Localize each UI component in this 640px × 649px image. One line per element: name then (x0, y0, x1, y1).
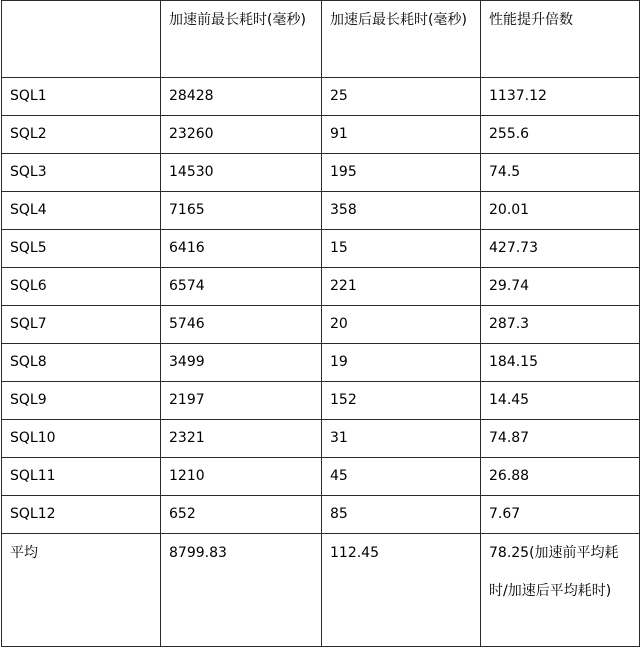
row-label: SQL4 (2, 192, 161, 230)
row-label: SQL2 (2, 116, 161, 154)
row-label: SQL6 (2, 268, 161, 306)
table-row (2, 78, 640, 116)
speedup-cell: 74.5 (481, 154, 640, 192)
after-time-cell: 91 (322, 116, 481, 154)
row-label: SQL7 (2, 306, 161, 344)
before-time-cell: 1210 (161, 458, 322, 496)
speedup-cell: 1137.12 (481, 78, 640, 116)
after-time-cell: 221 (322, 268, 481, 306)
table-row (2, 154, 640, 192)
speedup-cell: 29.74 (481, 268, 640, 306)
average-speedup-cell: 78.25(加速前平均耗时/加速后平均耗时) (481, 534, 640, 647)
after-time-cell: 19 (322, 344, 481, 382)
before-time-cell: 652 (161, 496, 322, 534)
after-time-cell: 85 (322, 496, 481, 534)
row-label: SQL9 (2, 382, 161, 420)
table-row (2, 382, 640, 420)
header-cell-empty (2, 1, 161, 78)
average-after-time-cell: 112.45 (322, 534, 481, 647)
after-time-cell: 358 (322, 192, 481, 230)
before-time-cell: 23260 (161, 116, 322, 154)
before-time-cell: 2321 (161, 420, 322, 458)
table-row (2, 116, 640, 154)
after-time-cell: 195 (322, 154, 481, 192)
table-row (2, 420, 640, 458)
header-cell-after-time: 加速后最长耗时(毫秒) (322, 1, 481, 78)
before-time-cell: 28428 (161, 78, 322, 116)
table-row (2, 192, 640, 230)
before-time-cell: 14530 (161, 154, 322, 192)
after-time-cell: 20 (322, 306, 481, 344)
row-label: SQL12 (2, 496, 161, 534)
header-row (2, 1, 640, 78)
after-time-cell: 45 (322, 458, 481, 496)
after-time-cell: 152 (322, 382, 481, 420)
speedup-cell: 26.88 (481, 458, 640, 496)
table-row (2, 306, 640, 344)
table-row (2, 496, 640, 534)
row-label: SQL8 (2, 344, 161, 382)
table-row (2, 268, 640, 306)
after-time-cell: 15 (322, 230, 481, 268)
header-cell-speedup: 性能提升倍数 (481, 1, 640, 78)
before-time-cell: 7165 (161, 192, 322, 230)
speedup-cell: 255.6 (481, 116, 640, 154)
row-label: SQL1 (2, 78, 161, 116)
speedup-cell: 287.3 (481, 306, 640, 344)
before-time-cell: 3499 (161, 344, 322, 382)
average-row (2, 534, 640, 647)
row-label: SQL5 (2, 230, 161, 268)
before-time-cell: 2197 (161, 382, 322, 420)
before-time-cell: 6416 (161, 230, 322, 268)
average-label: 平均 (2, 534, 161, 647)
speedup-cell: 14.45 (481, 382, 640, 420)
speedup-cell: 7.67 (481, 496, 640, 534)
speedup-cell: 184.15 (481, 344, 640, 382)
after-time-cell: 25 (322, 78, 481, 116)
before-time-cell: 5746 (161, 306, 322, 344)
row-label: SQL10 (2, 420, 161, 458)
speedup-cell: 20.01 (481, 192, 640, 230)
header-cell-before-time: 加速前最长耗时(毫秒) (161, 1, 322, 78)
table-header (2, 1, 640, 78)
table-row (2, 458, 640, 496)
average-before-time-cell: 8799.83 (161, 534, 322, 647)
after-time-cell: 31 (322, 420, 481, 458)
speedup-cell: 427.73 (481, 230, 640, 268)
row-label: SQL3 (2, 154, 161, 192)
performance-table (1, 0, 640, 647)
table-body (2, 78, 640, 647)
table-row (2, 344, 640, 382)
row-label: SQL11 (2, 458, 161, 496)
speedup-cell: 74.87 (481, 420, 640, 458)
table-row (2, 230, 640, 268)
before-time-cell: 6574 (161, 268, 322, 306)
